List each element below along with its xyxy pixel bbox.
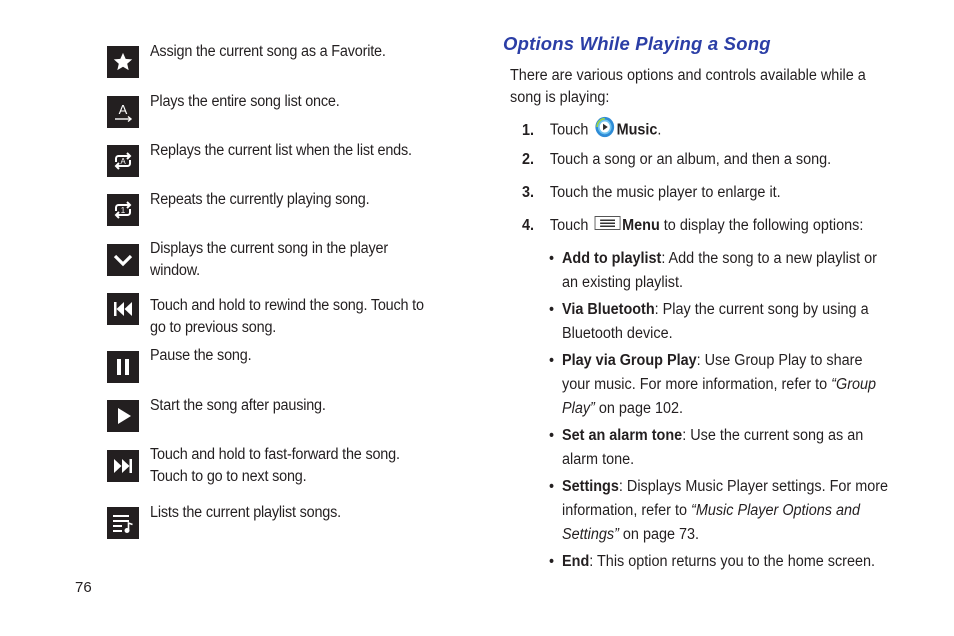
step-bold: Music [616, 121, 658, 139]
pause-description: Pause the song. [150, 347, 252, 364]
step-text-end: to display the following options: [659, 217, 864, 235]
bullet-via-bluetooth [549, 298, 893, 346]
step-bold: Menu [622, 217, 660, 235]
playlist-icon [107, 507, 139, 539]
step-text: Touch [549, 121, 589, 139]
star-icon [107, 46, 139, 78]
play-icon [107, 400, 139, 432]
bullet-dot: • [549, 427, 555, 444]
bullet-text-end: on page 102. [594, 400, 684, 417]
bullet-text: : Play the current song by using a Bluetooth device. [562, 301, 869, 342]
bullet-end [549, 550, 893, 574]
bullet-group-play [549, 349, 893, 421]
bullet-title: Via Bluetooth [562, 301, 655, 318]
repeat-all-description: Replays the current list when the list ends. [150, 142, 412, 159]
bullet-text: : Use Group Play to share your music. For more information, refer to [562, 352, 863, 393]
svg-text:1: 1 [120, 206, 126, 215]
playlist-description: Lists the current playlist songs. [150, 504, 341, 521]
fast-forward-description: Touch and hold to fast-forward the song. Touch to go to next song. [150, 446, 400, 485]
bullet-title: Settings [562, 478, 619, 495]
cross-reference-link[interactable]: “Group Play” [562, 376, 877, 417]
music-app-icon [594, 116, 614, 145]
bullet-title: End [562, 553, 590, 570]
menu-icon [594, 215, 620, 237]
bullet-alarm-tone [549, 424, 893, 472]
step-2 [522, 149, 831, 171]
bullet-text-end: on page 73. [618, 526, 700, 543]
chevron-description: Displays the current song in the player window. [150, 240, 388, 279]
repeat-one-icon [107, 194, 139, 226]
step-text: Touch the music player to enlarge it. [549, 184, 781, 201]
pause-icon [107, 351, 139, 383]
step-number: 2. [522, 151, 535, 168]
bullet-add-to-playlist [549, 247, 893, 295]
bullet-text: : This option returns you to the home screen. [589, 553, 876, 570]
step-number: 3. [522, 184, 535, 201]
rewind-icon [107, 293, 139, 325]
fast-forward-icon [107, 450, 139, 482]
favorite-description: Assign the current song as a Favorite. [150, 43, 386, 60]
rewind-description: Touch and hold to rewind the song. Touch to go to previous song. [150, 297, 424, 336]
play-description: Start the song after pausing. [150, 397, 326, 414]
chevron-down-icon [107, 244, 139, 276]
bullet-title: Play via Group Play [562, 352, 697, 369]
bullet-text: : Displays Music Player settings. For more information, refer to [562, 478, 889, 519]
repeat-all-icon [107, 145, 139, 177]
section-intro: There are various options and controls available while a song is playing: [510, 67, 866, 106]
bullet-title: Set an alarm tone [562, 427, 683, 444]
bullet-dot: • [549, 478, 555, 495]
bullet-text: : Add the song to a new playlist or an existing playlist. [562, 250, 877, 291]
play-once-icon [107, 96, 139, 128]
bullet-dot: • [549, 250, 555, 267]
step-text: Touch [549, 217, 589, 235]
bullet-dot: • [549, 553, 555, 570]
step-number: 1. [522, 121, 535, 139]
step-number: 4. [522, 217, 535, 235]
step-text: Touch a song or an album, and then a song. [549, 151, 832, 168]
bullet-dot: • [549, 352, 555, 369]
bullet-text: : Use the current song as an alarm tone. [562, 427, 864, 468]
play-once-description: Plays the entire song list once. [150, 93, 340, 110]
step-1 [522, 116, 661, 145]
section-heading: Options While Playing a Song [503, 33, 771, 54]
cross-reference-link[interactable]: “Music Player Options and Settings” [562, 502, 861, 543]
svg-text:A: A [118, 102, 128, 117]
bullet-title: Add to playlist [562, 250, 662, 267]
repeat-one-description: Repeats the currently playing song. [150, 191, 370, 208]
svg-text:A: A [120, 157, 126, 166]
bullet-settings [549, 475, 893, 547]
step-text-end: . [657, 121, 662, 139]
page-number: 76 [75, 579, 92, 596]
bullet-dot: • [549, 301, 555, 318]
step-3 [522, 182, 781, 204]
step-4 [522, 215, 863, 237]
